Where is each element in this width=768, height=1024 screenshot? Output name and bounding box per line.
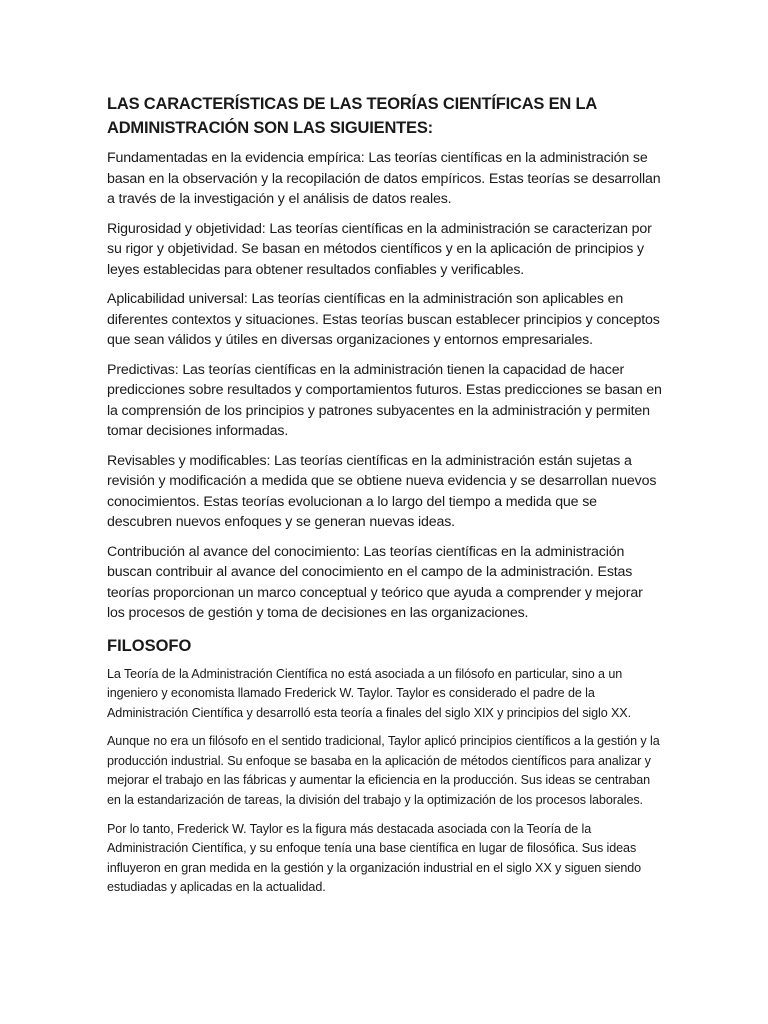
characteristic-paragraph: Fundamentadas en la evidencia empírica: Las teorías científicas en la administración se basan en la observación y la recopilación de datos empíricos. Estas teorías se desarrollan a través de la investigación y el análisis de datos reales. xyxy=(107,150,661,207)
section-heading: FILOSOFO xyxy=(107,636,192,655)
document-page xyxy=(107,92,663,907)
characteristic-paragraph: Aplicabilidad universal: Las teorías científicas en la administración son aplicables en diferentes contextos y situaciones. Estas teorías buscan establecer principios y conceptos que sean válidos y útiles en diversas organizaciones y entornos empresariales. xyxy=(107,291,660,348)
characteristic-paragraph: Predictivas: Las teorías científicas en la administración tienen la capacidad de hacer predicciones sobre resultados y comportamientos futuros. Estas predicciones se basan en la comprensión de los principios y patrones subyacentes en la administración y permiten tomar decisiones informadas. xyxy=(107,361,662,439)
section-paragraph: Aunque no era un filósofo en el sentido tradicional, Taylor aplicó principios científicos a la gestión y la producción industrial. Su enfoque se basaba en la aplicación de métodos científicos para analizar y mejorar el trabajo en las fábricas y aumentar la eficiencia en la producción. Sus ideas se centraban en la estandarización de tareas, la división del trabajo y la optimización de los procesos laborales. xyxy=(107,734,660,808)
characteristic-paragraph: Contribución al avance del conocimiento: Las teorías científicas en la administración buscan contribuir al avance del conocimiento en el campo de la administración. Estas teorías proporcionan un marco conceptual y teórico que ayuda a comprender y mejorar los procesos de gestión y toma de decisiones en las organizaciones. xyxy=(107,543,643,621)
section-paragraph: Por lo tanto, Frederick W. Taylor es la figura más destacada asociada con la Teoría de la Administración Científica, y su enfoque tenía una base científica en lugar de filosófica. Sus ideas influyeron en gran medida en la gestión y la organización industrial en el siglo XX y siguen siendo estudiadas y aplicadas en la actualidad. xyxy=(107,821,642,895)
characteristic-paragraph: Revisables y modificables: Las teorías científicas en la administración están sujetas a revisión y modificación a medida que se obtiene nueva evidencia y se desarrollan nuevos conocimientos. Estas teorías evolucionan a lo largo del tiempo a medida que se descubren nuevos enfoques y se generan nuevas ideas. xyxy=(107,452,657,530)
section-paragraph: La Teoría de la Administración Científica no está asociada a un filósofo en particular, sino a un ingeniero y economista llamado Frederick W. Taylor. Taylor es considerado el padre de la Administración Científica y desarrolló esta teoría a finales del siglo XIX y principios del siglo XX. xyxy=(107,666,631,720)
characteristic-paragraph: Rigurosidad y objetividad: Las teorías científicas en la administración se caracterizan por su rigor y objetividad. Se basan en métodos científicos y en la aplicación de principios y leyes establecidas para obtener resultados confiables y verificables. xyxy=(107,220,652,278)
document-title: LAS CARACTERÍSTICAS DE LAS TEORÍAS CIENTÍFICAS EN LA ADMINISTRACIÓN SON LAS SIGUIENTES: xyxy=(107,95,597,137)
